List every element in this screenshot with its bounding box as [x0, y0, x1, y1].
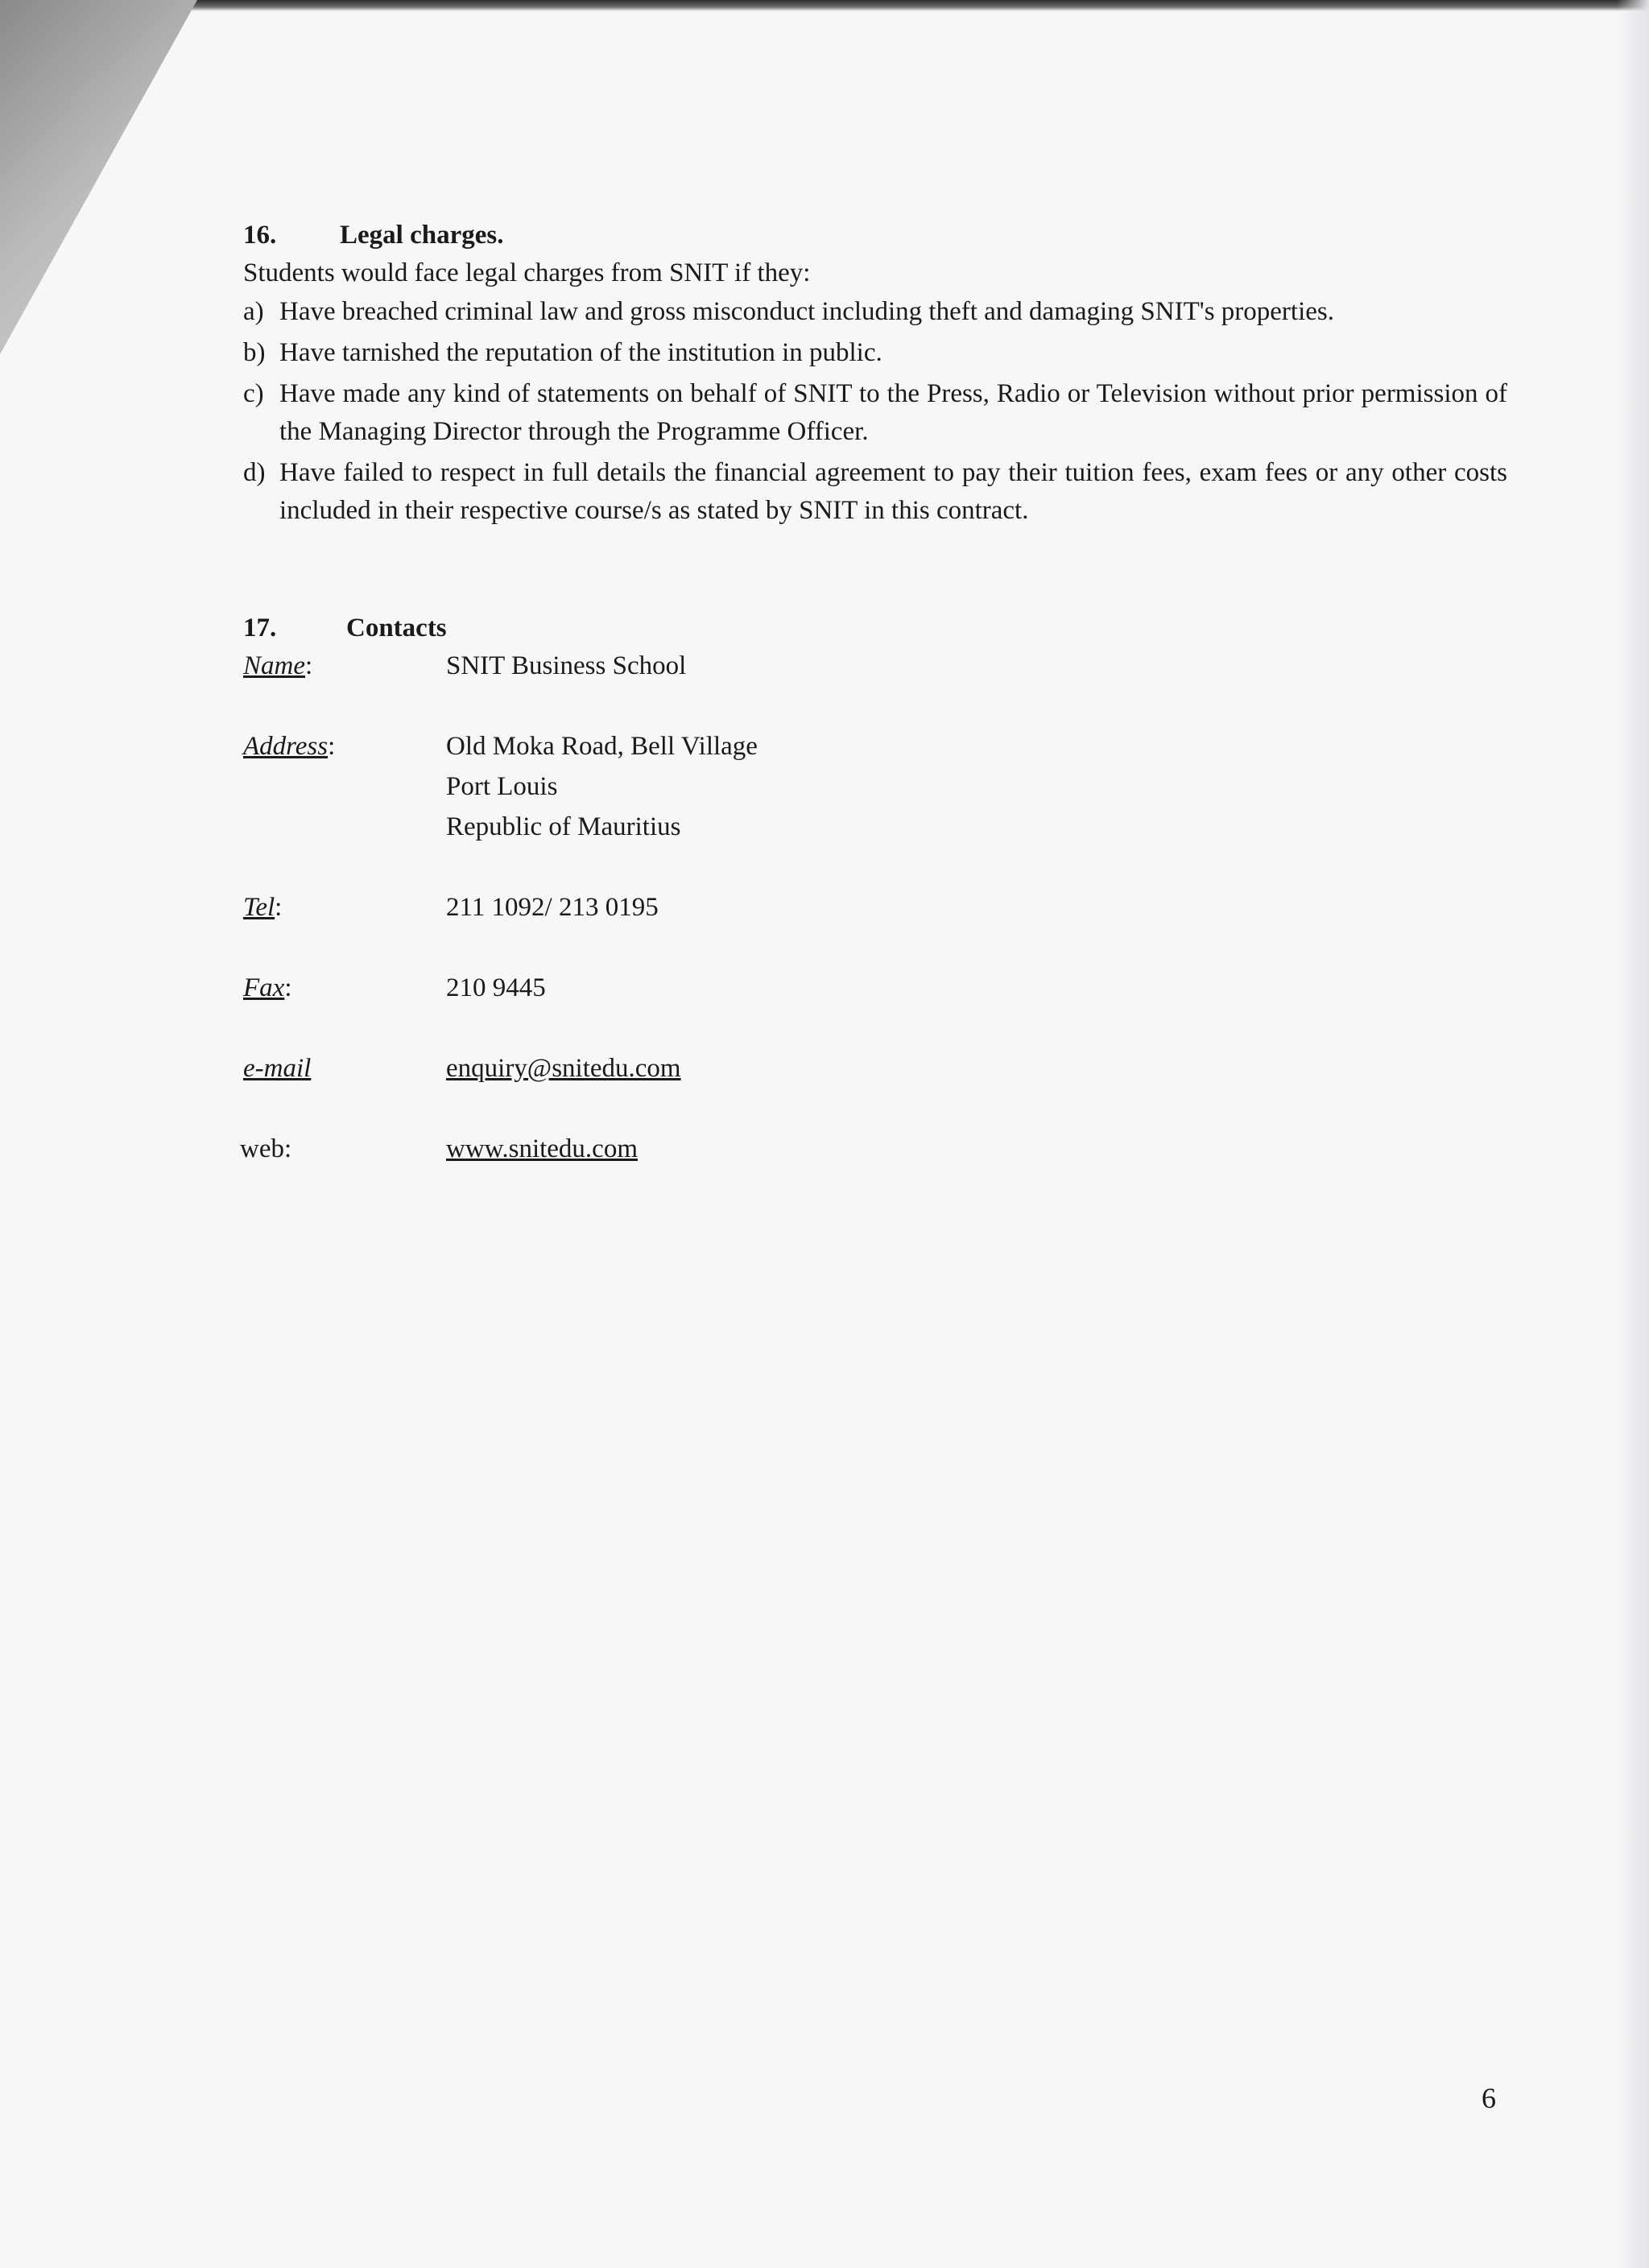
clause-text: Have tarnished the reputation of the institution in public. — [279, 338, 882, 367]
fax-label — [243, 968, 446, 1008]
clause-a — [243, 293, 1507, 331]
section-17-heading — [243, 610, 1048, 646]
section-16-title: Legal charges. — [340, 221, 504, 250]
tel-label-colon: : — [275, 893, 283, 922]
contact-address-row-3 — [243, 807, 1048, 847]
clause-b — [243, 334, 1507, 372]
tel-value: 211 1092/ 213 0195 — [446, 893, 659, 922]
clause-c — [243, 375, 1507, 451]
fax-label-colon: : — [284, 973, 292, 1002]
name-label — [243, 646, 446, 686]
section-17-title: Contacts — [346, 613, 447, 642]
tel-label-text: Tel — [243, 893, 275, 922]
page-number: 6 — [1482, 2082, 1496, 2114]
contact-address-row — [243, 726, 1048, 766]
scan-right-edge — [1617, 0, 1649, 2268]
contact-email-row — [243, 1048, 1048, 1089]
clause-letter: a) — [243, 297, 264, 326]
name-label-colon: : — [305, 651, 313, 680]
clause-text: Have made any kind of statements on behalf of SNIT to the Press, Radio or Television without prior permission of the Managing Director through the Programme Officer. — [279, 379, 1507, 446]
clause-text: Have breached criminal law and gross misconduct including theft and damaging SNIT's properties. — [279, 297, 1334, 326]
fax-value: 210 9445 — [446, 973, 546, 1002]
contact-fax-row — [243, 968, 1048, 1008]
section-legal-charges — [243, 217, 1507, 533]
clause-text: Have failed to respect in full details the financial agreement to pay their tuition fees, exam fees or any other costs included in their respective course/s as stated by SNIT in this contract. — [279, 458, 1507, 525]
scan-top-edge — [0, 0, 1649, 11]
section-16-intro: Students would face legal charges from SNIT if they: — [243, 258, 811, 287]
address-line-1: Old Moka Road, Bell Village — [446, 732, 758, 761]
address-line-3: Republic of Mauritius — [446, 812, 681, 841]
clause-letter: c) — [243, 379, 264, 408]
folded-corner — [0, 0, 209, 370]
clause-d — [243, 454, 1507, 530]
name-label-text: Name — [243, 651, 305, 680]
section-contacts — [240, 610, 1048, 1169]
clause-letter: b) — [243, 338, 266, 367]
address-label-colon: : — [328, 732, 336, 761]
section-16-heading — [243, 217, 1507, 253]
section-17-number: 17. — [243, 613, 277, 642]
address-label — [243, 726, 446, 766]
email-label: e-mail — [243, 1054, 312, 1083]
web-label: web: — [240, 1134, 292, 1163]
web-link[interactable]: www.snitedu.com — [446, 1134, 638, 1163]
contact-address-row-2 — [243, 766, 1048, 807]
tel-label — [243, 887, 446, 927]
contact-name-row — [243, 646, 1048, 686]
fax-label-text: Fax — [243, 973, 285, 1002]
contact-web-row — [240, 1129, 1048, 1169]
email-link[interactable]: enquiry@snitedu.com — [446, 1054, 681, 1083]
clause-letter: d) — [243, 458, 266, 487]
name-value: SNIT Business School — [446, 651, 687, 680]
contact-tel-row — [243, 887, 1048, 927]
address-line-2: Port Louis — [446, 772, 558, 801]
section-16-number: 16. — [243, 221, 277, 250]
address-label-text: Address — [243, 732, 329, 761]
